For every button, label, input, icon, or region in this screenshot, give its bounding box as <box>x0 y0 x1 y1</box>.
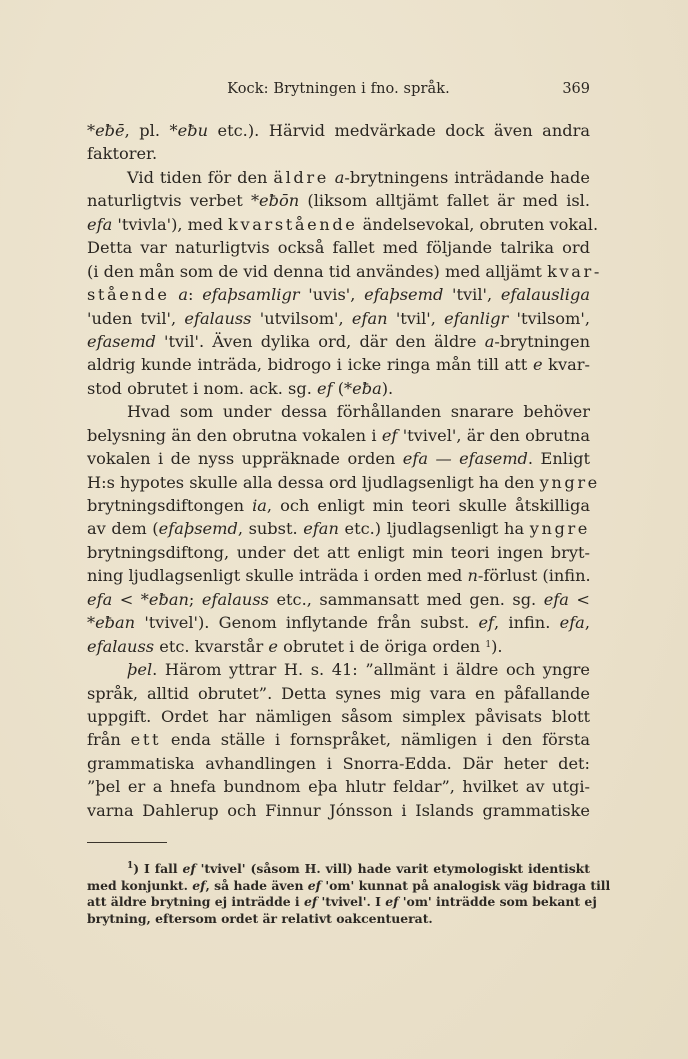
italic-form: efaþsemd <box>158 519 238 539</box>
text-run: etc.). Härvid medvärkade dock även andra <box>208 121 590 140</box>
text-run: etc. kvarstår <box>154 636 269 656</box>
italic-form: efa <box>559 613 585 633</box>
italic-form: ef <box>381 425 398 445</box>
text-line <box>87 213 599 236</box>
text-run: 'tvivel', är den obrutna <box>397 425 591 445</box>
italic-form: efalauss <box>201 589 269 609</box>
running-title: Kock: Brytningen i fno. språk. <box>227 81 450 97</box>
text-run: med konjunkt. <box>87 877 193 893</box>
italic-form: ef <box>385 894 399 910</box>
italic-form: a <box>334 167 345 187</box>
italic-form: *eƀu <box>169 121 208 140</box>
text-run: -brytningen <box>494 331 590 351</box>
text-line <box>87 494 590 517</box>
text-run: ändelsevokal, obruten vokal. <box>357 214 599 234</box>
text-run: < <box>112 589 141 609</box>
italic-form: e <box>532 355 543 375</box>
italic-form: ef <box>307 877 321 893</box>
footnote-line <box>87 894 597 911</box>
text-line <box>87 236 590 259</box>
text-run: belysning än den obrutna vokalen i <box>87 425 382 445</box>
text-run: brytning, eftersom ordet är relativt oakcentuerat. <box>87 910 433 926</box>
text-run: , <box>584 613 590 633</box>
text-run: 'om' inträdde som bekant ej <box>398 894 597 910</box>
text-run: Detta var naturligtvis också fallet med följande talrika ord <box>87 238 590 258</box>
italic-form: ef <box>316 378 333 398</box>
text-line <box>87 119 590 142</box>
text-run: 'tvil', <box>443 285 501 305</box>
text-run: , subst. <box>237 519 304 539</box>
text-run: . Enligt <box>527 449 590 469</box>
text-run: brytningsdiftongen <box>87 496 253 515</box>
italic-form: efa <box>87 589 113 609</box>
text-run: varna Dahlerup och Finnur Jónsson i Islands grammatiske <box>87 800 590 820</box>
text-line <box>87 635 590 658</box>
text-run: grammatiska avhandlingen i Snorra-Edda. Där heter det: <box>87 753 590 773</box>
italic-form: efalauss <box>87 636 155 656</box>
page-number: 369 <box>562 81 590 97</box>
italic-form: efa <box>87 214 113 234</box>
text-run: , infin. <box>494 613 560 633</box>
italic-form: *eƀē <box>87 121 125 140</box>
text-run: Hvad som under dessa förhållanden snarare behöver <box>127 402 590 422</box>
text-run: Vid tiden för den <box>127 167 274 187</box>
text-run: naturligtvis verbet <box>87 191 251 211</box>
text-line <box>87 330 590 353</box>
text-run: ning ljudlagsenligt skulle inträda i orden med <box>87 566 468 586</box>
text-line <box>87 611 590 634</box>
text-run: uppgift. Ordet har nämligen såsom simplex påvisats blott <box>87 706 590 726</box>
spaced-emphasis: stående <box>87 285 170 305</box>
text-line <box>87 283 590 306</box>
spaced-emphasis: äldre <box>273 167 329 187</box>
text-run: 'tvil', <box>387 308 445 328</box>
running-head <box>87 78 590 100</box>
text-line <box>87 705 590 728</box>
text-run: aldrig kunde inträda, bidrogo i icke ringa mån till att <box>87 355 533 375</box>
spaced-emphasis: yngre <box>529 519 590 539</box>
italic-form: efan <box>303 519 339 539</box>
text-line <box>87 752 590 775</box>
text-line <box>87 189 590 212</box>
text-run: : <box>188 285 203 305</box>
footnote-line <box>87 877 611 895</box>
text-run: ). <box>381 378 394 398</box>
italic-form: a <box>178 285 189 305</box>
text-run: , och enligt min teori skulle åtskilliga <box>266 496 590 515</box>
text-run: 'tvivla'), med <box>112 214 229 234</box>
italic-form: efalauss <box>184 308 252 328</box>
text-run: etc., sammansatt med gen. sg. <box>268 589 544 609</box>
text-line <box>87 424 590 447</box>
text-line <box>87 377 590 400</box>
italic-form: ef <box>303 894 318 910</box>
text-run: faktorer. <box>87 144 158 164</box>
text-run: -förlust (infin. <box>477 566 591 586</box>
text-run: -brytningens inträdande hade <box>344 167 590 187</box>
text-line <box>87 541 590 564</box>
paragraph-start-line <box>87 400 590 423</box>
italic-form: *eƀōn <box>250 191 300 211</box>
text-line <box>87 260 602 283</box>
spaced-emphasis: kvar- <box>547 261 602 281</box>
text-run: 'utvilsom', <box>251 308 352 328</box>
footnote-reference[interactable]: 1 <box>485 639 492 650</box>
italic-form: ef <box>478 613 495 633</box>
text-line <box>87 447 590 470</box>
italic-form: n <box>467 566 478 586</box>
text-run: 'uvis', <box>299 285 365 305</box>
paragraph-start-line <box>87 658 590 681</box>
text-run: språk, alltid obrutet”. Detta synes mig vara en påfallande <box>87 683 590 703</box>
text-run: (i den mån som de vid denna tid användes) med alljämt <box>87 261 548 281</box>
text-run: enda ställe i fornspråket, nämligen i den första <box>161 730 591 750</box>
italic-form: efalausliga <box>500 285 590 305</box>
italic-form: efaþsamligr <box>202 285 300 305</box>
italic-form: efa <box>543 589 569 609</box>
book-page <box>87 78 611 927</box>
text-run: etc.) ljudlagsenligt ha <box>338 519 530 539</box>
text-run: < <box>568 589 590 609</box>
text-line <box>87 564 590 587</box>
spaced-emphasis: kvarstående <box>228 214 358 234</box>
italic-form: ia <box>252 496 267 515</box>
text-run: (liksom alltjämt fallet är med isl. <box>299 191 590 211</box>
italic-form: ef <box>182 861 196 877</box>
text-run: 'tvil'. Även dylika ord, där den äldre <box>155 331 485 351</box>
text-run: ; <box>188 589 202 609</box>
italic-form: efa — efasemd <box>402 449 528 469</box>
footnote-marker: 1 <box>127 861 134 872</box>
text-run: . Härom yttrar H. s. 41: ”allmänt i äldre och yngre <box>152 660 590 680</box>
footnote-line <box>87 911 590 928</box>
italic-form: a <box>484 331 495 351</box>
text-run: av dem ( <box>87 519 159 539</box>
text-run: ) I fall <box>133 861 183 877</box>
text-run: 'tvivel'). Genom inflytande från subst. <box>135 613 479 633</box>
text-run: kvar- <box>542 355 590 375</box>
text-line <box>87 728 590 751</box>
italic-form: efan <box>351 308 388 328</box>
italic-form: efasemd <box>87 331 156 351</box>
text-line <box>87 307 590 330</box>
spaced-emphasis: yngre <box>539 472 600 492</box>
body-text <box>87 119 602 822</box>
text-line <box>87 588 590 611</box>
text-line <box>87 517 590 540</box>
text-line <box>87 142 590 165</box>
text-run: brytningsdiftong, under det att enligt min teori ingen bryt- <box>87 542 590 562</box>
text-run: H:s hypotes skulle alla dessa ord ljudlagsenligt ha den <box>87 472 540 492</box>
text-run: 'tvivel'. I <box>317 894 386 910</box>
text-line <box>87 799 590 822</box>
text-line <box>87 682 590 705</box>
text-run: från <box>87 730 131 750</box>
text-run: obrutet i de öriga orden <box>277 636 486 656</box>
text-line <box>87 775 590 798</box>
text-run: ). <box>491 636 503 656</box>
footnotes <box>87 861 611 927</box>
footnote-rule <box>87 842 167 843</box>
text-run: stod obrutet i nom. ack. sg. <box>87 378 317 398</box>
text-run: , pl. <box>124 121 170 140</box>
text-line <box>87 353 590 376</box>
footnote-line <box>87 861 590 878</box>
italic-form: efanligr <box>444 308 509 328</box>
text-run: vokalen i de nyss uppräknade orden <box>87 449 403 469</box>
italic-form: ef <box>192 877 206 893</box>
text-run: , så hade även <box>205 877 308 893</box>
paragraph-start-line <box>87 166 590 189</box>
italic-form: *eƀa <box>344 378 382 398</box>
italic-form: *eƀan <box>140 589 189 609</box>
text-run: 'tvivel' (såsom H. vill) hade varit etymologiskt identiskt <box>195 861 590 877</box>
italic-form: e <box>268 636 278 656</box>
headword: þel <box>127 660 153 680</box>
text-run: att äldre brytning ej inträdde i <box>87 894 304 910</box>
spaced-emphasis: ett <box>130 730 162 750</box>
text-run: ”þel er a hnefa bundnom eþa hlutr feldar”, hvilket av utgi- <box>87 777 590 797</box>
italic-form: efaþsemd <box>364 285 444 305</box>
text-run: 'om' kunnat på analogisk väg bidraga till <box>321 877 611 893</box>
text-run: 'uden tvil', <box>87 308 185 328</box>
text-line <box>87 471 600 494</box>
text-run: 'tvilsom', <box>508 308 590 328</box>
text-run: ( <box>332 378 345 398</box>
italic-form: *eƀan <box>87 613 136 633</box>
